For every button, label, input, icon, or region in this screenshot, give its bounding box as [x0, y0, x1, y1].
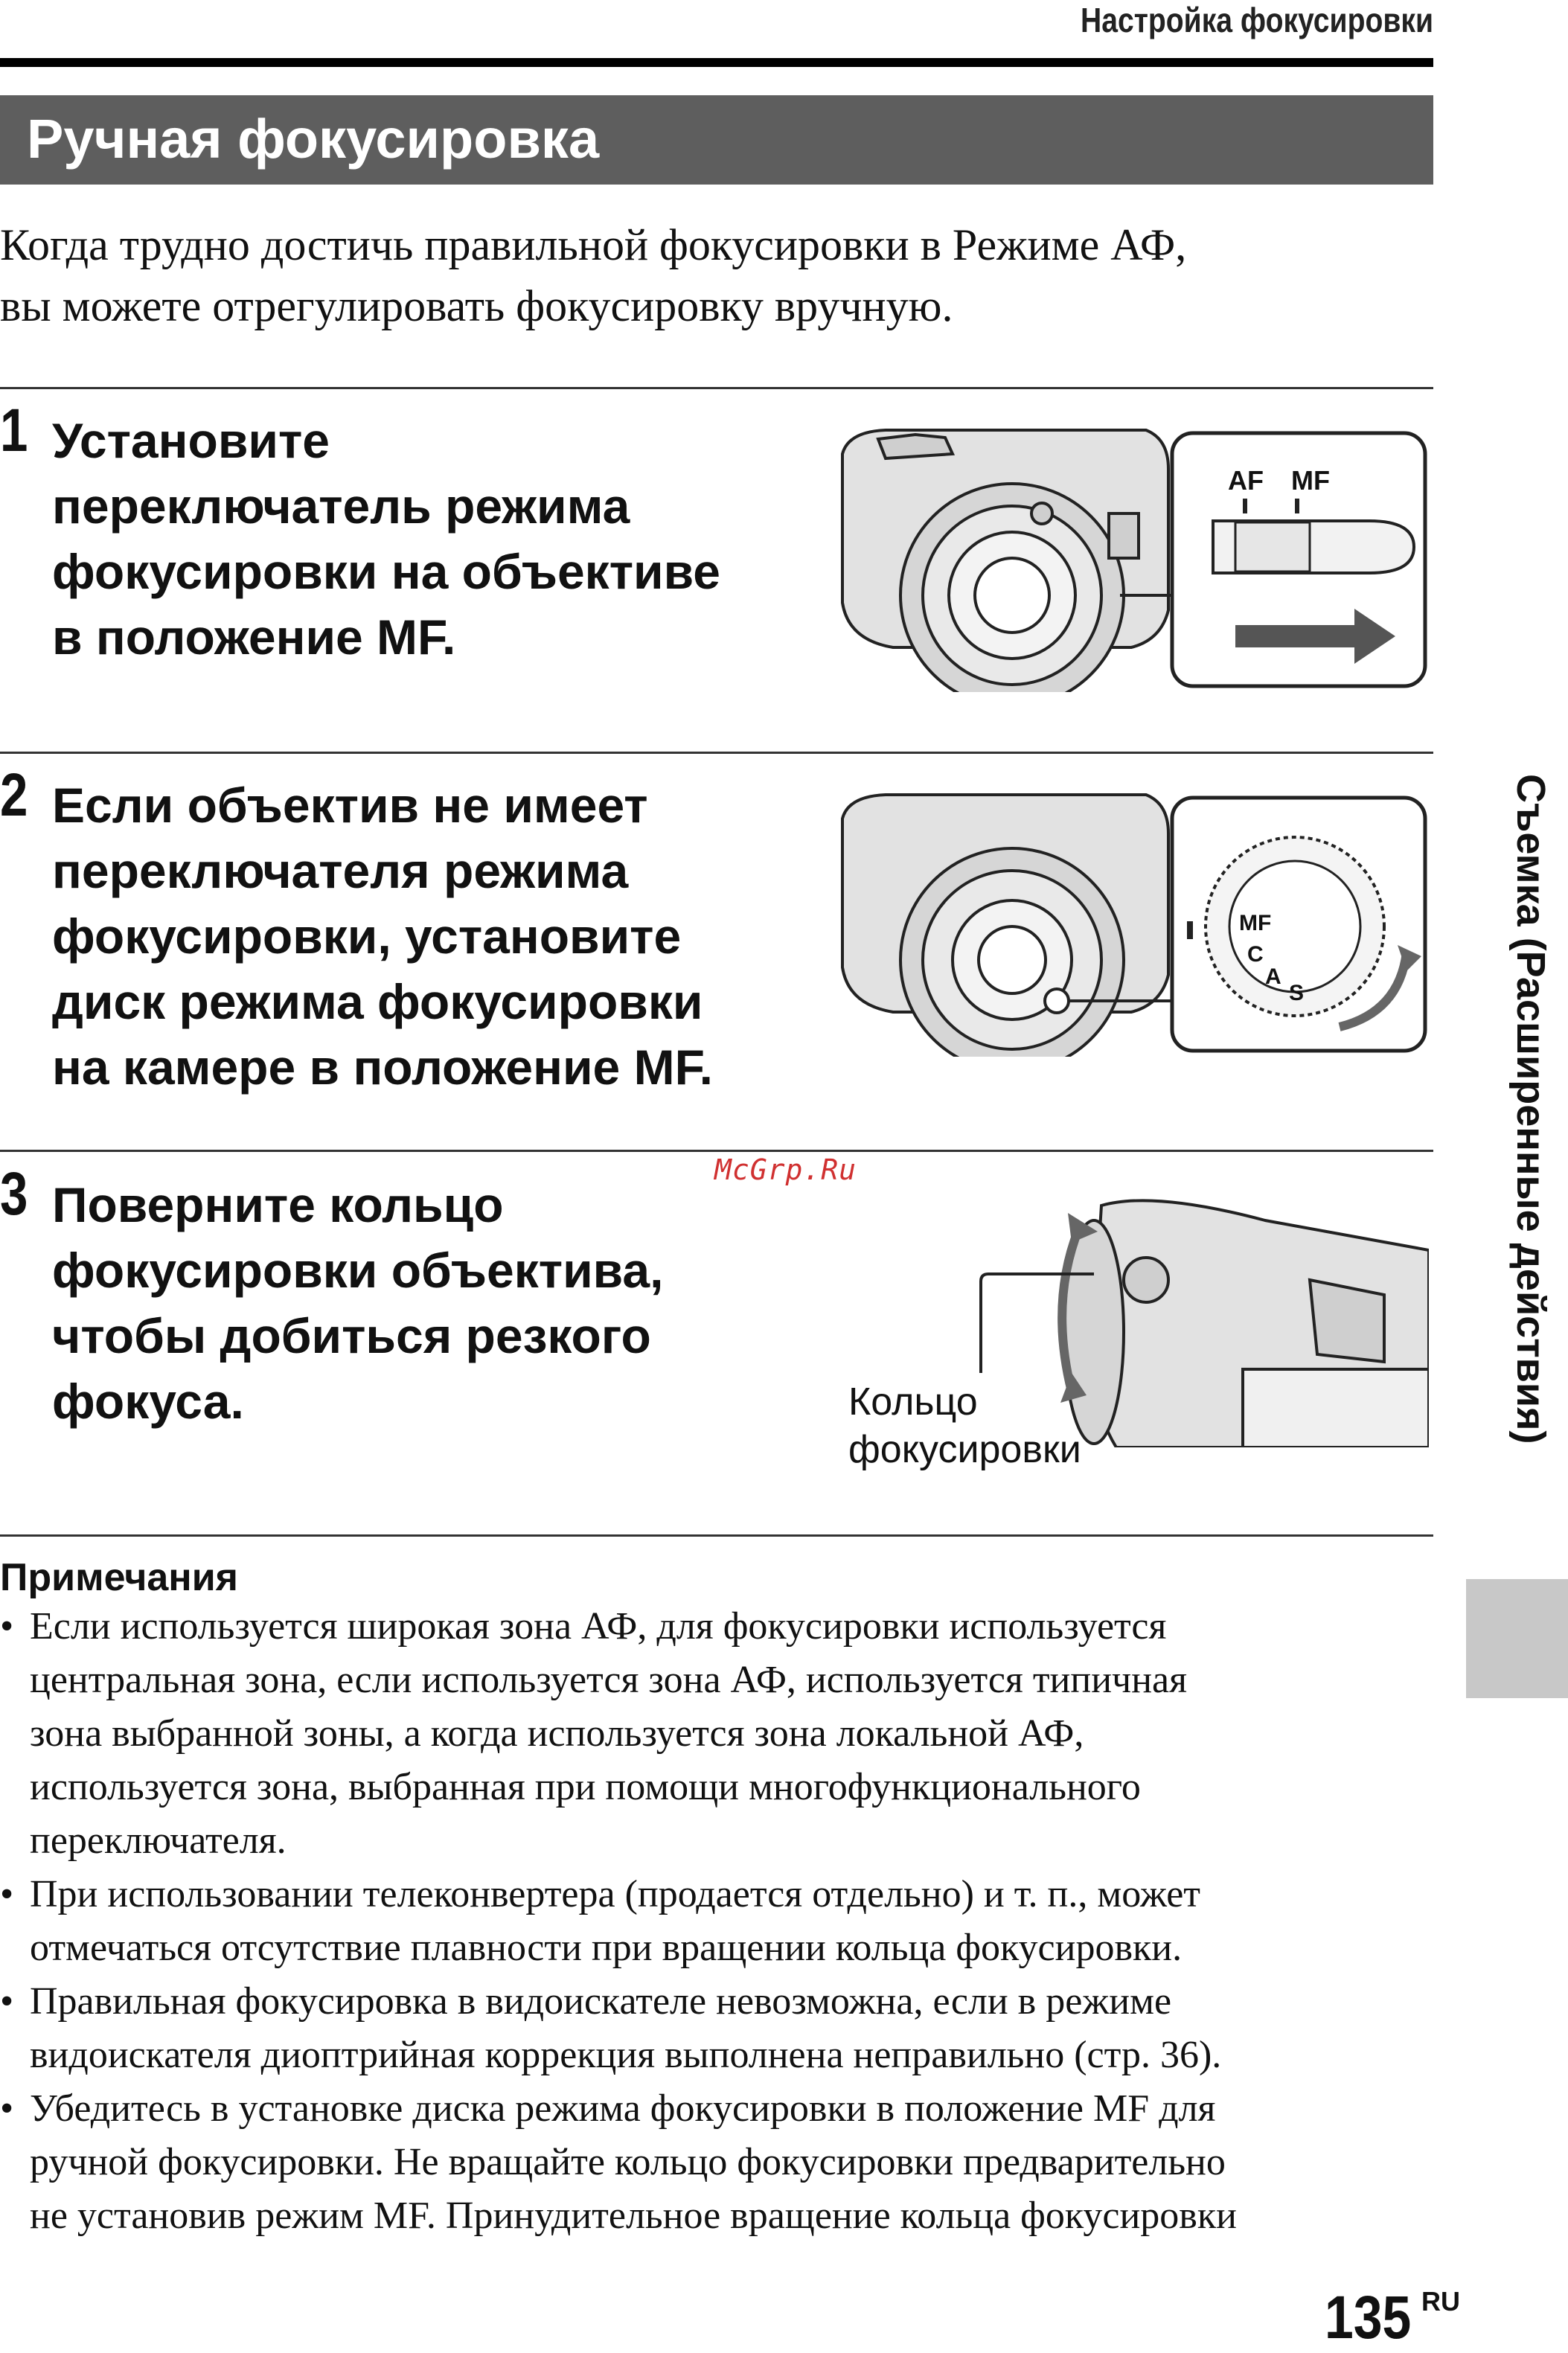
- camera-drawing: [842, 795, 1168, 1057]
- step-text: [52, 772, 826, 1100]
- step-line: на камере в положение MF.: [52, 1040, 713, 1095]
- step-line: Если объектив не имеет: [52, 778, 648, 833]
- bullet-icon: •: [0, 1980, 14, 2023]
- bullet-icon: •: [0, 1873, 14, 1915]
- notes-heading: Примечания: [0, 1556, 239, 1599]
- section-title: Ручная фокусировка: [27, 108, 600, 170]
- note-item: [0, 2082, 1429, 2243]
- step-line: в положение MF.: [52, 609, 456, 665]
- focus-ring-callout: [848, 1378, 1081, 1473]
- notes-list: [0, 1600, 1429, 2243]
- step-line: диск режима фокусировки: [52, 974, 703, 1029]
- callout-line-2: фокусировки: [848, 1428, 1081, 1471]
- step-line: Установите: [52, 413, 330, 468]
- note-line: используется зона, выбранная при помощи многофункционального: [30, 1766, 1141, 1808]
- note-line: ручной фокусировки. Не вращайте кольцо фокусировки предварительно: [30, 2141, 1226, 2183]
- note-item: [0, 1975, 1429, 2082]
- dial-mf-label: MF: [1239, 911, 1272, 935]
- intro-line: вы можете отрегулировать фокусировку вручную.: [0, 281, 953, 330]
- note-line: Правильная фокусировка в видоискателе невозможна, если в режиме: [30, 1980, 1172, 2023]
- step-line: фокуса.: [52, 1374, 244, 1429]
- side-chapter-title-text: Съемка (Расширенные действия): [1508, 774, 1553, 1444]
- bullet-icon: •: [0, 1605, 14, 1648]
- callout-line-1: Кольцо: [848, 1380, 978, 1424]
- note-line: При использовании телеконвертера (продается отдельно) и т. п., может: [30, 1873, 1201, 1915]
- dial-s-label: S: [1289, 981, 1305, 1005]
- note-line: Если используется широкая зона АФ, для фокусировки используется: [30, 1605, 1167, 1648]
- dial-index-mark: [1187, 921, 1193, 939]
- divider: [0, 1534, 1433, 1537]
- chapter-tab: [1466, 1579, 1568, 1698]
- switch-inset: [1172, 433, 1425, 686]
- note-line: отмечаться отсутствие плавности при вращении кольца фокусировки.: [30, 1927, 1183, 1969]
- intro-paragraph: [0, 214, 1414, 336]
- note-item: [0, 1600, 1429, 1868]
- step-line: переключатель режима: [52, 478, 630, 534]
- note-line: Убедитесь в установке диска режима фокусировки в положение MF для: [30, 2087, 1216, 2130]
- lens-switch-illustration: [833, 424, 1429, 692]
- dial-inset: [1172, 798, 1425, 1051]
- running-header: Настройка фокусировки: [1081, 1, 1433, 39]
- divider: [0, 387, 1433, 389]
- focus-mode-dial-illustration: [833, 789, 1429, 1057]
- note-line: зона выбранной зоны, а когда используется зона локальной АФ,: [30, 1712, 1084, 1755]
- divider: [0, 1150, 1433, 1152]
- note-line: не установив режим MF. Принудительное вращение кольца фокусировки: [30, 2194, 1237, 2237]
- note-line: переключателя.: [30, 1819, 287, 1862]
- step-number: 1: [0, 397, 28, 464]
- watermark: McGrp.Ru: [714, 1153, 857, 1186]
- mf-label: MF: [1291, 465, 1330, 496]
- step-line: переключателя режима: [52, 843, 629, 898]
- intro-line: Когда трудно достичь правильной фокусировки в Режиме АФ,: [0, 220, 1187, 269]
- step-line: чтобы добиться резкого: [52, 1308, 651, 1363]
- note-item: [0, 1868, 1429, 1975]
- note-line: центральная зона, если используется зона АФ, используется типичная: [30, 1659, 1188, 1701]
- note-line: видоискателя диоптрийная коррекция выполнена неправильно (стр. 36).: [30, 2034, 1222, 2076]
- camera-drawing: [1064, 1200, 1429, 1447]
- page-number: 135: [1325, 2284, 1412, 2352]
- step-line: фокусировки объектива,: [52, 1243, 664, 1298]
- bullet-icon: •: [0, 2087, 14, 2130]
- step-text: [52, 408, 826, 670]
- divider: [0, 752, 1433, 754]
- page-number-suffix: RU: [1421, 2286, 1460, 2317]
- side-chapter-title: [1502, 774, 1554, 1548]
- step-line: фокусировки, установите: [52, 909, 682, 964]
- af-label: AF: [1228, 465, 1264, 496]
- step-text: [52, 1172, 826, 1434]
- step-line: фокусировки на объективе: [52, 544, 720, 599]
- section-title-bar: [0, 95, 1433, 185]
- step-line: Поверните кольцо: [52, 1177, 504, 1232]
- dial-a-label: A: [1265, 964, 1281, 989]
- dial-c-label: C: [1247, 942, 1264, 967]
- header-rule: [0, 58, 1433, 67]
- camera-drawing: [842, 430, 1168, 692]
- step-number: 2: [0, 761, 28, 829]
- step-number: 3: [0, 1160, 28, 1228]
